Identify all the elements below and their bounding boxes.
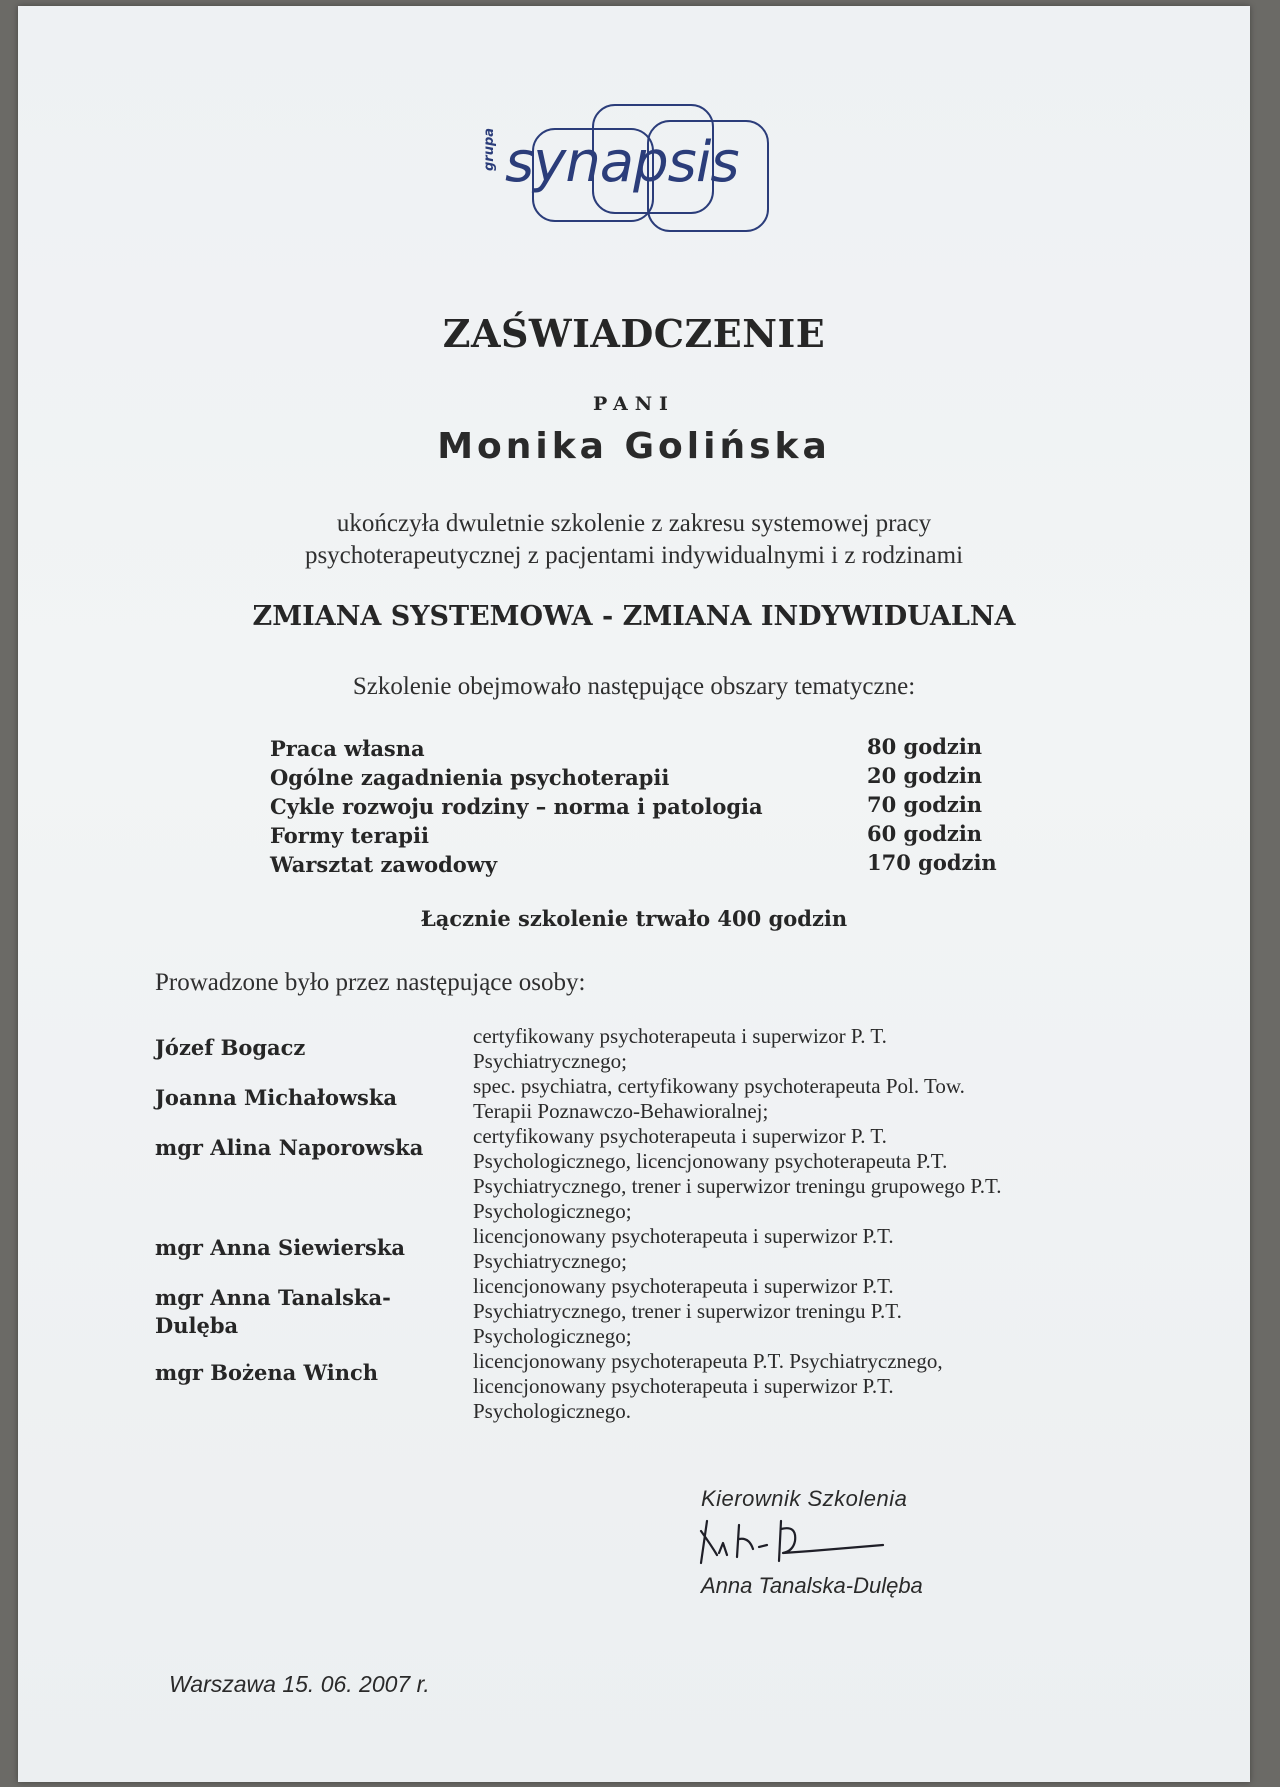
topic-name: Praca własna xyxy=(270,736,425,761)
trainer-entry xyxy=(155,1349,1155,1424)
trainer-entry xyxy=(155,1274,1155,1349)
place-and-date: Warszawa 15. 06. 2007 r. xyxy=(169,1671,430,1697)
topic-name: Ogólne zagadnienia psychoterapii xyxy=(270,765,670,790)
trainer-entry xyxy=(155,1074,1155,1124)
description-line: Psychologicznego, licencjonowany psychoterapeuta P.T. xyxy=(473,1149,948,1173)
trainer-name: Józef Bogacz xyxy=(155,1035,306,1060)
description-line: Psychiatrycznego, trener i superwizor treningu grupowego P.T. xyxy=(473,1174,1002,1198)
description-line: Psychologicznego. xyxy=(473,1399,632,1423)
description-line: Psychiatrycznego; xyxy=(473,1249,627,1273)
description-line: Psychiatrycznego; xyxy=(473,1049,627,1073)
description-line: Terapii Poznawczo-Behawioralnej; xyxy=(473,1099,769,1123)
trainer-name: mgr Anna Tanalska-Dulęba xyxy=(155,1285,391,1338)
areas-intro: Szkolenie obejmowało następujące obszary tematyczne: xyxy=(352,673,916,700)
topic-name: Warsztat zawodowy xyxy=(270,852,498,877)
description-line: spec. psychiatra, certyfikowany psychoterapeuta Pol. Tow. xyxy=(473,1074,965,1098)
topic-hours: 60 godzin xyxy=(867,821,983,846)
program-title: ZMIANA SYSTEMOWA - ZMIANA INDYWIDUALNA xyxy=(252,601,1016,632)
trainer-entry xyxy=(155,1224,1155,1274)
description-line: Psychologicznego; xyxy=(473,1324,632,1348)
description-line: certyfikowany psychoterapeuta i superwizor P. T. xyxy=(473,1024,887,1048)
certificate-page xyxy=(18,6,1250,1782)
description-line: licencjonowany psychoterapeuta P.T. Psychiatrycznego, xyxy=(473,1349,943,1373)
description-line: certyfikowany psychoterapeuta i superwizor P. T. xyxy=(473,1124,887,1148)
signatory-role: Kierownik Szkolenia xyxy=(701,1486,908,1511)
trainer-name: mgr Alina Naporowska xyxy=(155,1135,424,1160)
trainer-entry xyxy=(155,1024,1155,1074)
topic-row xyxy=(270,736,1030,765)
topic-name: Cykle rozwoju rodziny – norma i patologia xyxy=(270,794,763,819)
topic-name: Formy terapii xyxy=(270,823,429,848)
trainer-name: mgr Anna Siewierska xyxy=(155,1235,405,1260)
topic-row xyxy=(270,765,1030,794)
topics-list xyxy=(270,736,1030,881)
recipient-name: Monika Golińska xyxy=(437,426,831,467)
salutation: PANI xyxy=(593,393,675,415)
description-line: licencjonowany psychoterapeuta i superwizor P.T. xyxy=(473,1374,894,1398)
topic-row xyxy=(270,823,1030,852)
topic-hours: 170 godzin xyxy=(867,850,997,875)
topic-row xyxy=(270,852,1030,881)
description-line: Psychiatrycznego, trener i superwizor treningu P.T. xyxy=(473,1299,902,1323)
trainer-description xyxy=(473,1224,1153,1274)
trainers-list xyxy=(155,1024,1155,1424)
trainer-name: Joanna Michałowska xyxy=(155,1085,398,1110)
trainer-description xyxy=(473,1274,1153,1349)
description-line: licencjonowany psychoterapeuta i superwizor P.T. xyxy=(473,1274,894,1298)
logo-prefix: grupa xyxy=(482,127,497,171)
trainers-intro: Prowadzone było przez następujące osoby: xyxy=(155,969,586,996)
description-line: licencjonowany psychoterapeuta i superwizor P.T. xyxy=(473,1224,894,1248)
completion-description xyxy=(18,508,1250,572)
description-line: Psychologicznego; xyxy=(473,1199,632,1223)
trainer-description xyxy=(473,1074,1153,1124)
trainer-entry xyxy=(155,1124,1155,1224)
handwritten-signature xyxy=(693,1511,933,1581)
trainer-description xyxy=(473,1024,1153,1074)
topic-hours: 70 godzin xyxy=(867,792,983,817)
signatory-name: Anna Tanalska-Dulęba xyxy=(701,1573,923,1598)
trainer-description xyxy=(473,1124,1153,1224)
topic-row xyxy=(270,794,1030,823)
description-line: psychoterapeutycznej z pacjentami indywidualnymi i z rodzinami xyxy=(304,542,964,569)
topic-hours: 20 godzin xyxy=(867,763,983,788)
trainer-description xyxy=(473,1349,1153,1424)
logo-wordmark: synapsis xyxy=(505,130,739,195)
document-title: ZAŚWIADCZENIE xyxy=(442,311,826,356)
synapsis-logo xyxy=(473,101,813,256)
total-hours: Łącznie szkolenie trwało 400 godzin xyxy=(420,906,848,931)
trainer-name: mgr Bożena Winch xyxy=(155,1360,379,1385)
description-line: ukończyła dwuletnie szkolenie z zakresu systemowej pracy xyxy=(336,510,932,537)
topic-hours: 80 godzin xyxy=(867,734,983,759)
